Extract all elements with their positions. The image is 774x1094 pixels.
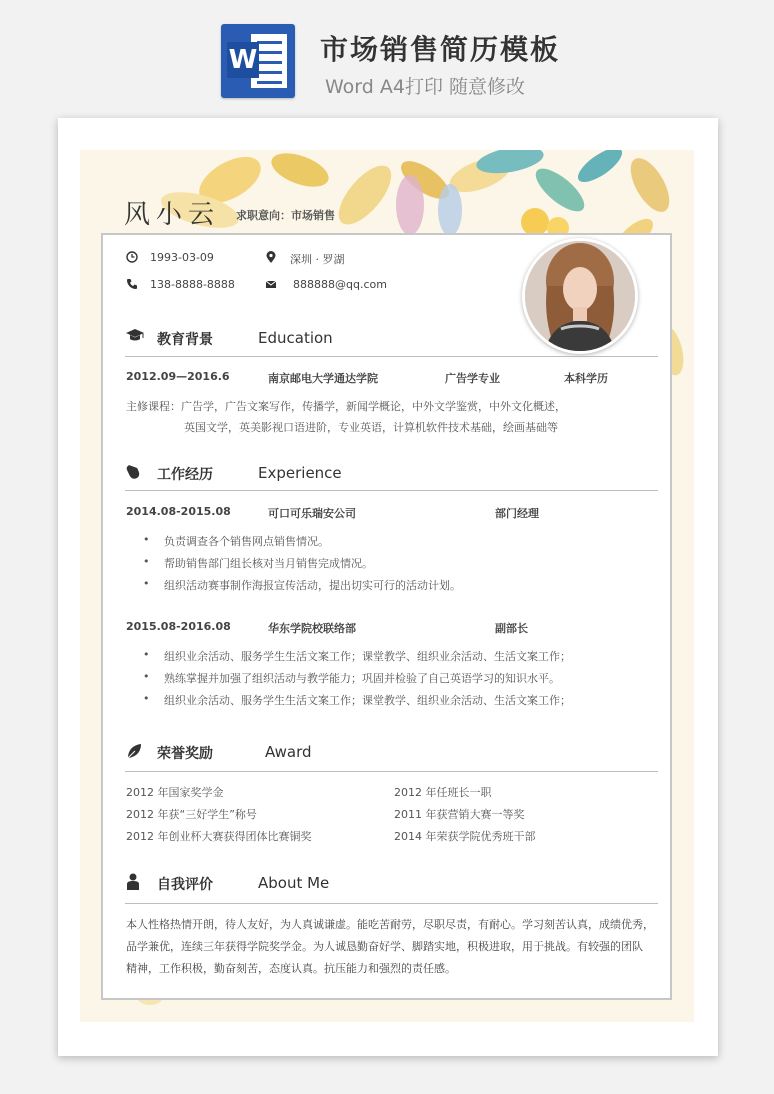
- template-title: 市场销售简历模板: [320, 33, 561, 66]
- person-icon: [125, 873, 141, 891]
- education-courses-line2: 英国文学，英美影视口语进阶，专业英语，计算机软件技术基础，绘画基础等: [184, 421, 558, 434]
- job-2-duty: • 组织业余活动、服务学生生活文案工作；课堂教学、组织业余活动、生活文案工作；: [164, 692, 571, 708]
- award-item: 2014 年荣获学院优秀班干部: [394, 830, 536, 843]
- email-info: [265, 278, 395, 292]
- about-text-line: 精神，工作积极，勤奋刻苦，态度认真。抗压能力和强烈的责任感。: [126, 962, 456, 975]
- job-1-duty: • 帮助销售部门组长核对当月销售完成情况。: [164, 555, 373, 571]
- education-school: 南京邮电大学通达学院: [268, 372, 378, 385]
- job-1-role: 部门经理: [495, 507, 539, 520]
- award-section-header: [125, 739, 425, 767]
- award-item: 2012 年获“三好学生”称号: [126, 808, 257, 821]
- education-section-header: [125, 325, 425, 353]
- job-2-period: 2015.08-2016.08: [126, 620, 231, 633]
- about-section-header: [125, 870, 425, 898]
- experience-section-header: [125, 460, 425, 488]
- birth-date: 1993-03-09: [150, 251, 214, 264]
- education-title-zh: 教育背景: [157, 332, 213, 348]
- candidate-name: 风小云: [124, 200, 221, 230]
- award-title-en: Award: [265, 743, 312, 761]
- job-1-duty: • 组织活动赛事制作海报宣传活动，提出切实可行的活动计划。: [164, 577, 461, 593]
- graduation-cap-icon: [125, 328, 145, 344]
- mail-icon: [265, 278, 277, 290]
- education-title-en: Education: [258, 329, 333, 347]
- job-2-company: 华东学院校联络部: [268, 622, 356, 635]
- education-period: 2012.09—2016.6: [126, 370, 230, 383]
- job-intent: 求职意向：市场销售: [236, 209, 335, 222]
- about-text-line: 品学兼优，连续三年获得学院奖学金。为人诚恳勤奋好学、脚踏实地，积极进取，用于挑战。有较强的团队: [126, 940, 643, 953]
- award-item: 2012 年任班长一职: [394, 786, 492, 799]
- award-item: 2012 年创业杯大赛获得团体比赛铜奖: [126, 830, 312, 843]
- education-major: 广告学专业: [445, 372, 500, 385]
- phone-number: 138-8888-8888: [150, 278, 235, 291]
- word-icon-letter: W: [227, 42, 259, 78]
- phone-icon: [126, 278, 138, 290]
- job-2-duty: • 组织业余活动、服务学生生活文案工作；课堂教学、组织业余活动、生活文案工作；: [164, 648, 571, 664]
- mouse-icon: [125, 463, 143, 481]
- job-2-duty: • 熟练掌握并加强了组织活动与教学能力；巩固并检验了自己英语学习的知识水平。: [164, 670, 560, 686]
- job-2-role: 副部长: [495, 622, 528, 635]
- about-title-zh: 自我评价: [157, 877, 213, 893]
- education-courses-line1: 主修课程：广告学，广告文案写作，传播学，新闻学概论，中外文学鉴赏，中外文化概述，: [126, 400, 566, 413]
- template-subtitle: Word A4打印 随意修改: [325, 76, 526, 98]
- education-degree: 本科学历: [564, 372, 608, 385]
- experience-title-en: Experience: [258, 464, 342, 482]
- location-text: 深圳 · 罗湖: [290, 253, 345, 266]
- job-1-duty: • 负责调查各个销售网点销售情况。: [164, 533, 329, 549]
- experience-divider: [125, 490, 658, 491]
- location-pin-icon: [265, 251, 277, 264]
- about-title-en: About Me: [258, 874, 330, 892]
- award-title-zh: 荣誉奖励: [157, 746, 213, 762]
- job-1-company: 可口可乐瑞安公司: [268, 507, 356, 520]
- phone-info: [126, 278, 256, 292]
- birth-info: [126, 251, 246, 265]
- award-item: 2011 年获营销大赛一等奖: [394, 808, 525, 821]
- award-item: 2012 年国家奖学金: [126, 786, 224, 799]
- award-divider: [125, 771, 658, 772]
- word-app-icon: [221, 24, 295, 98]
- education-divider: [125, 356, 658, 357]
- experience-title-zh: 工作经历: [157, 467, 213, 483]
- leaf-icon: [125, 742, 143, 760]
- job-1-period: 2014.08-2015.08: [126, 505, 231, 518]
- email-address: 888888@qq.com: [293, 278, 387, 291]
- about-divider: [125, 903, 658, 904]
- location-info: [265, 251, 385, 265]
- clock-icon: [126, 251, 138, 263]
- profile-photo: [522, 238, 638, 354]
- about-text-line: 本人性格热情开朗，待人友好，为人真诚谦虚。能吃苦耐劳，尽职尽责，有耐心。学习刻苦认真，成绩优秀，: [126, 918, 654, 931]
